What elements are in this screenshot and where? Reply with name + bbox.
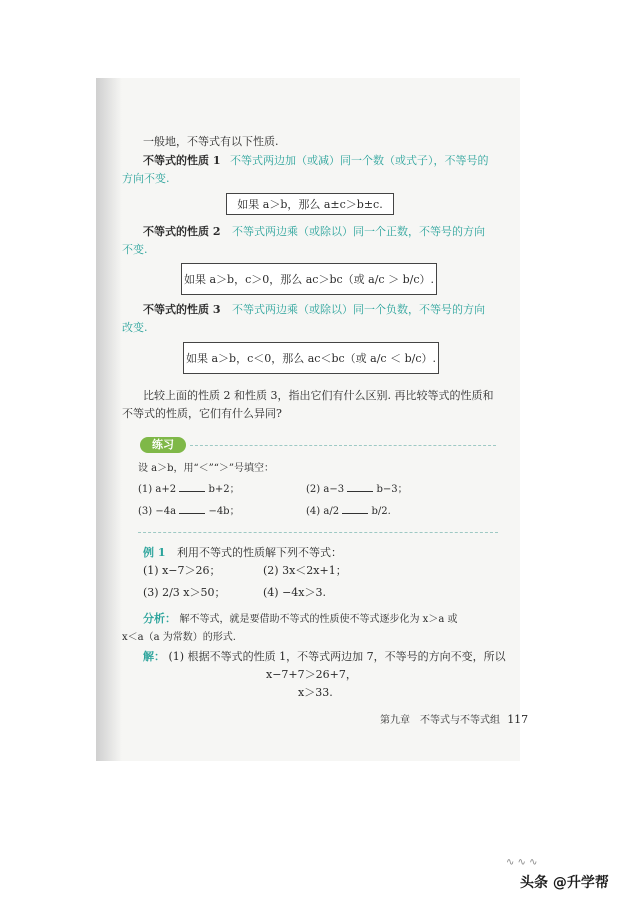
property3-row [143, 303, 485, 317]
property1-title: 不等式的性质 1 [143, 154, 221, 167]
page-shadow [96, 78, 122, 761]
exercise-item-4: (4) a/2 b/2. [306, 506, 391, 517]
property2-text-cont: 不变. [122, 243, 148, 256]
property2-formula: 如果 a＞b，c＞0，那么 ac＞bc（或 a/c ＞ b/c）. [184, 273, 434, 286]
property2-formula-box [181, 263, 437, 295]
page-footer [380, 713, 528, 728]
example-item-1: (1) x−7＞26； [143, 564, 221, 577]
analysis-line2: x＜a（a 为常数）的形式. [122, 632, 236, 643]
watermark: 头条 @升学帮 [520, 875, 609, 891]
example-item-3: (3) 2/3 x＞50； [143, 586, 226, 599]
property1-text: 不等式两边加（或减）同一个数（或式子），不等号的 [229, 154, 489, 167]
answer-blank[interactable] [347, 482, 373, 492]
exercise-badge: 练习 [140, 437, 186, 453]
answer-blank[interactable] [179, 504, 205, 514]
property1-formula: 如果 a＞b，那么 a±c＞b±c. [237, 198, 383, 211]
exercise-item-1: (1) a+2 b+2； [138, 484, 240, 495]
page-number: 117 [507, 713, 529, 726]
property3-formula-box [183, 342, 439, 374]
example-item-4: (4) −4x＞3. [263, 586, 327, 599]
solution-label: 解： [143, 650, 165, 663]
exercise-prompt: 设 a＞b，用“＜”“＞”号填空： [138, 463, 274, 474]
property3-text-cont: 改变. [122, 321, 148, 334]
solution-line1: 解： (1) 根据不等式的性质 1，不等式两边加 7，不等号的方向不变，所以 [143, 650, 506, 663]
exercise-bottom-divider [138, 532, 498, 533]
intro-text: 一般地，不等式有以下性质. [143, 135, 279, 148]
exercise-item-3: (3) −4a −4b； [138, 506, 240, 517]
question-line1: 比较上面的性质 2 和性质 3，指出它们有什么区别. 再比较等式的性质和 [143, 389, 494, 402]
exercise-item-2: (2) a−3 b−3； [306, 484, 408, 495]
solution-line2: x−7+7＞26+7， [266, 668, 357, 681]
property2-row [143, 225, 485, 239]
exercise-divider [190, 445, 496, 446]
property3-text: 不等式两边乘（或除以）同一个负数，不等号的方向 [231, 303, 485, 316]
watermark-faint-text: ∿ ∿ ∿ [506, 857, 538, 868]
example-label: 例 1 [143, 546, 166, 559]
property1-formula-box [226, 193, 394, 215]
question-line2: 不等式的性质，它们有什么异同? [122, 407, 282, 420]
property2-title: 不等式的性质 2 [143, 225, 221, 238]
example-heading [143, 546, 342, 560]
property1-row [143, 154, 488, 168]
property3-title: 不等式的性质 3 [143, 303, 221, 316]
analysis-line1: 分析： 解不等式，就是要借助不等式的性质使不等式逐步化为 x＞a 或 [143, 612, 458, 625]
answer-blank[interactable] [179, 482, 205, 492]
property3-formula: 如果 a＞b，c＜0，那么 ac＜bc（或 a/c ＜ b/c）. [186, 352, 436, 365]
property1-text-cont: 方向不变. [122, 172, 170, 185]
example-title: 利用不等式的性质解下列不等式： [176, 546, 342, 559]
chapter-title: 第九章 不等式与不等式组 [380, 715, 500, 726]
property2-text: 不等式两边乘（或除以）同一个正数，不等号的方向 [231, 225, 485, 238]
answer-blank[interactable] [342, 504, 368, 514]
analysis-label: 分析： [143, 612, 176, 625]
example-item-2: (2) 3x＜2x+1； [263, 564, 347, 577]
solution-line3: x＞33. [298, 686, 333, 699]
